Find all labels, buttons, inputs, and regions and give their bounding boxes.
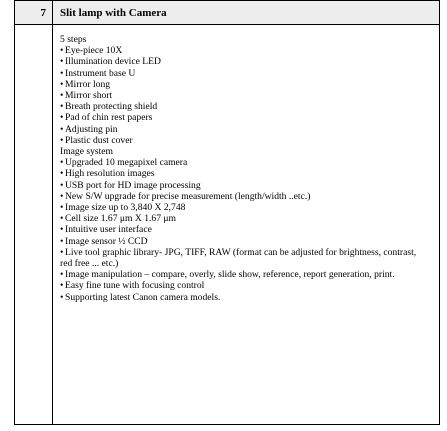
spec-list-item [60,101,430,112]
spec-text: Cell size 1.67 μm X 1.67 μm [65,213,177,225]
specification-cell [60,34,430,303]
spec-text: 5 steps [60,34,87,45]
spec-text: Mirror short [65,90,113,102]
bullet-icon: • [60,179,64,191]
bullet-icon: • [60,168,64,180]
spec-text: Illumination device LED [65,56,161,68]
bullet-icon: • [60,67,64,79]
spec-heading [60,34,430,45]
bullet-icon: • [60,269,64,281]
spec-text: Intuitive user interface [65,224,152,236]
spec-list-item [60,157,430,168]
bullet-icon: • [60,291,64,303]
spec-list-item [60,247,430,269]
bullet-icon: • [60,202,64,214]
spec-text: Adjusting pin [65,123,118,135]
bullet-icon: • [60,90,64,102]
spec-list-item [60,213,430,224]
bullet-icon: • [60,45,64,57]
spec-text: Image size up to 3,840 X 2,748 [65,202,186,214]
spec-list-item [60,224,430,235]
item-title: Slit lamp with Camera [60,7,167,19]
spec-list-item [60,236,430,247]
spec-list-item [60,79,430,90]
bullet-icon: • [60,246,64,258]
spec-text: Live tool graphic library- JPG, TIFF, RAW (format can be adjusted for brightness, contrast, red free ... etc.) [60,246,417,270]
spec-text: Breath protecting shield [65,101,158,113]
bullet-icon: • [60,235,64,247]
spec-list-item [60,280,430,291]
spec-list-item [60,202,430,213]
bullet-icon: • [60,157,64,169]
spec-table [14,0,440,425]
spec-text: Plastic dust cover [65,134,133,146]
bullet-icon: • [60,101,64,113]
spec-list-item [60,180,430,191]
spec-text: Mirror long [65,78,111,90]
column-divider [52,1,53,424]
spec-list-item [60,45,430,56]
spec-list-item [60,68,430,79]
spec-text: Upgraded 10 megapixel camera [65,157,188,169]
spec-text: Image sensor ½ CCD [65,235,148,247]
bullet-icon: • [60,224,64,236]
bullet-icon: • [60,134,64,146]
spec-list-item [60,269,430,280]
row-number: 7 [40,7,46,19]
spec-text: USB port for HD image processing [65,179,201,191]
spec-list-item [60,292,430,303]
spec-list-item [60,56,430,67]
bullet-icon: • [60,280,64,292]
spec-text: Image system [60,146,114,158]
bullet-icon: • [60,78,64,90]
spec-list-item [60,124,430,135]
spec-text: Eye-piece 10X [65,45,123,57]
spec-text: New S/W upgrade for precise measurement (length/width ..etc.) [65,190,311,202]
spec-text: Supporting latest Canon camera models. [65,291,221,303]
spec-text: Easy fine tune with focusing control [65,280,205,292]
bullet-icon: • [60,56,64,68]
table-header-row [15,1,439,25]
bullet-icon: • [60,123,64,135]
spec-heading [60,146,430,157]
spec-list-item [60,168,430,179]
spec-list-item [60,191,430,202]
spec-text: Instrument base U [65,67,136,79]
bullet-icon: • [60,112,64,124]
spec-text: Image manipulation – compare, overly, slide show, reference, report generation, print. [65,269,395,281]
spec-list-item [60,112,430,123]
spec-list-item [60,135,430,146]
spec-list-item [60,90,430,101]
bullet-icon: • [60,190,64,202]
bullet-icon: • [60,213,64,225]
spec-text: High resolution images [65,168,155,180]
spec-text: Pad of chin rest papers [65,112,153,124]
